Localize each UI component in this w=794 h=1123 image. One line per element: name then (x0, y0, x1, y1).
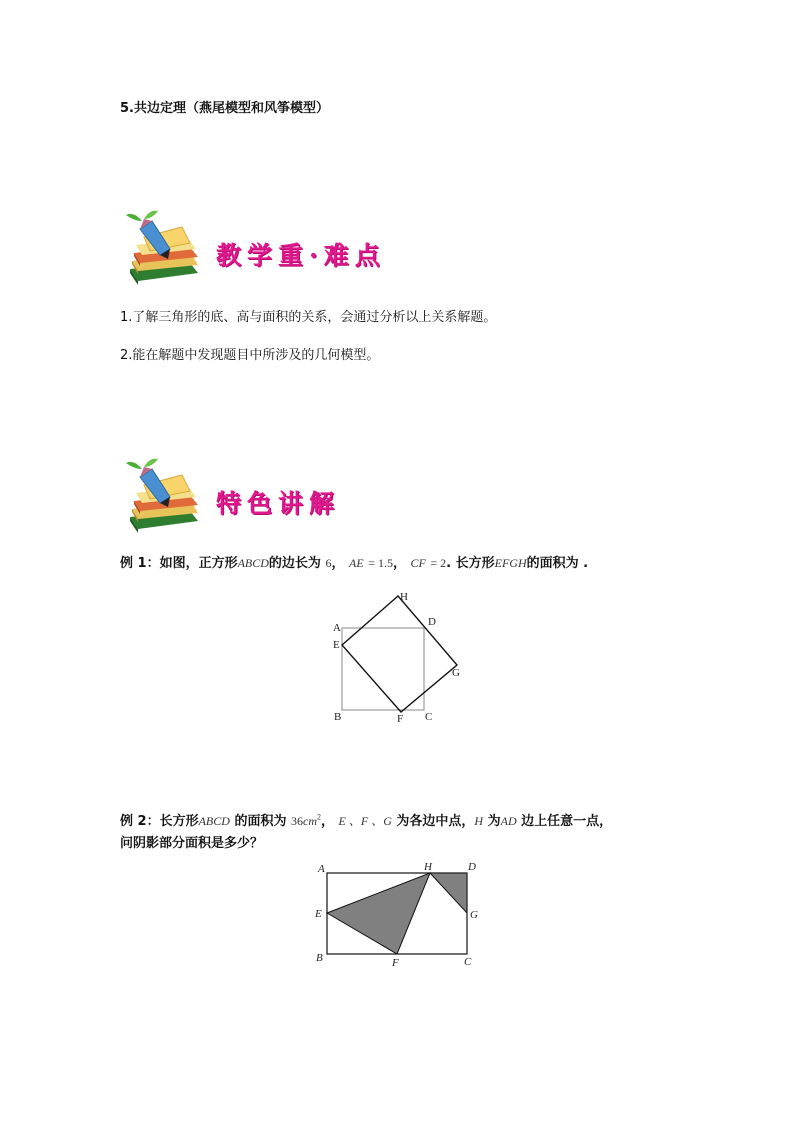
label-b: B (334, 711, 342, 723)
cf-value: = 2 (430, 556, 447, 570)
point-h: H (474, 814, 484, 828)
shaded-triangle-ehf (327, 873, 430, 954)
example-2-lead: 例 2：长方形 (120, 814, 199, 829)
label-a: A (333, 622, 341, 634)
example-1-t3: 的面积为 . (526, 556, 589, 571)
label-c: C (464, 956, 472, 968)
label-f: F (397, 713, 404, 725)
label-g: G (470, 909, 478, 921)
label-h: H (424, 861, 432, 873)
area-unit-power: 2 (317, 812, 321, 822)
label-g: G (452, 667, 460, 679)
label-d: D (468, 861, 476, 873)
ae-value: = 1.5 (368, 556, 393, 570)
example-1-figure (325, 585, 470, 725)
example-2-t4: 边上任意一点， (521, 814, 613, 829)
sprout (126, 459, 158, 469)
book-pencil-icon (120, 455, 206, 535)
section-title-key-points: 教学重·难点 (216, 241, 386, 270)
key-point-1: 1.了解三角形的底、高与面积的关系，会通过分析以上关系解题。 (120, 310, 497, 325)
example-2-text: 例 2：长方形ABCD 的面积为 $36cm^2$， E 、F 、G 为各边中点，H 为AD 边上任意一点， (120, 812, 613, 829)
cf-label: CF (410, 556, 426, 570)
example-2-t2: 为各边中点， (396, 814, 475, 829)
rectangle-efgh (342, 596, 457, 712)
square-name: ABCD (237, 556, 269, 570)
label-h: H (400, 591, 408, 603)
example-2-question: 问阴影部分面积是多少？ (120, 836, 264, 851)
rect-abcd-name: ABCD (198, 814, 230, 828)
example-2-t1: 的面积为 (234, 814, 287, 829)
example-2-figure (310, 858, 485, 970)
key-point-2: 2.能在解题中发现题目中所涉及的几何模型。 (120, 348, 380, 363)
example-2-t3: 为 (487, 814, 501, 829)
square-abcd (342, 628, 424, 710)
label-e: E (333, 639, 340, 651)
label-f: F (392, 957, 399, 969)
ae-label: AE (349, 556, 364, 570)
example-1-lead: 例 1：如图，正方形 (120, 556, 238, 571)
label-c: C (425, 711, 433, 723)
label-a: A (318, 863, 325, 875)
label-d: D (428, 616, 436, 628)
example-1-t1: 的边长为 (268, 556, 321, 571)
book-pencil-icon (120, 207, 206, 287)
heading-5: 5.共边定理（燕尾模型和风筝模型） (120, 101, 329, 116)
example-1-t2: . 长方形 (446, 556, 495, 571)
area-value: 36 (291, 814, 303, 828)
label-e: E (315, 908, 322, 920)
sprout (126, 211, 158, 221)
example-1-text: 例 1：如图，正方形ABCD的边长为 6， AE = 1.5， CF = 2. 长方形EFGH的面积为 . (120, 556, 589, 571)
shaded-triangle-hdg (430, 873, 467, 913)
label-b: B (316, 952, 323, 964)
midpoints: E 、F 、G (338, 814, 392, 828)
section-title-explanation: 特色讲解 (216, 489, 341, 518)
side-length: 6 (325, 556, 332, 570)
side-ad: AD (500, 814, 517, 828)
area-unit: cm (303, 814, 317, 828)
rect-name: EFGH (494, 556, 527, 570)
